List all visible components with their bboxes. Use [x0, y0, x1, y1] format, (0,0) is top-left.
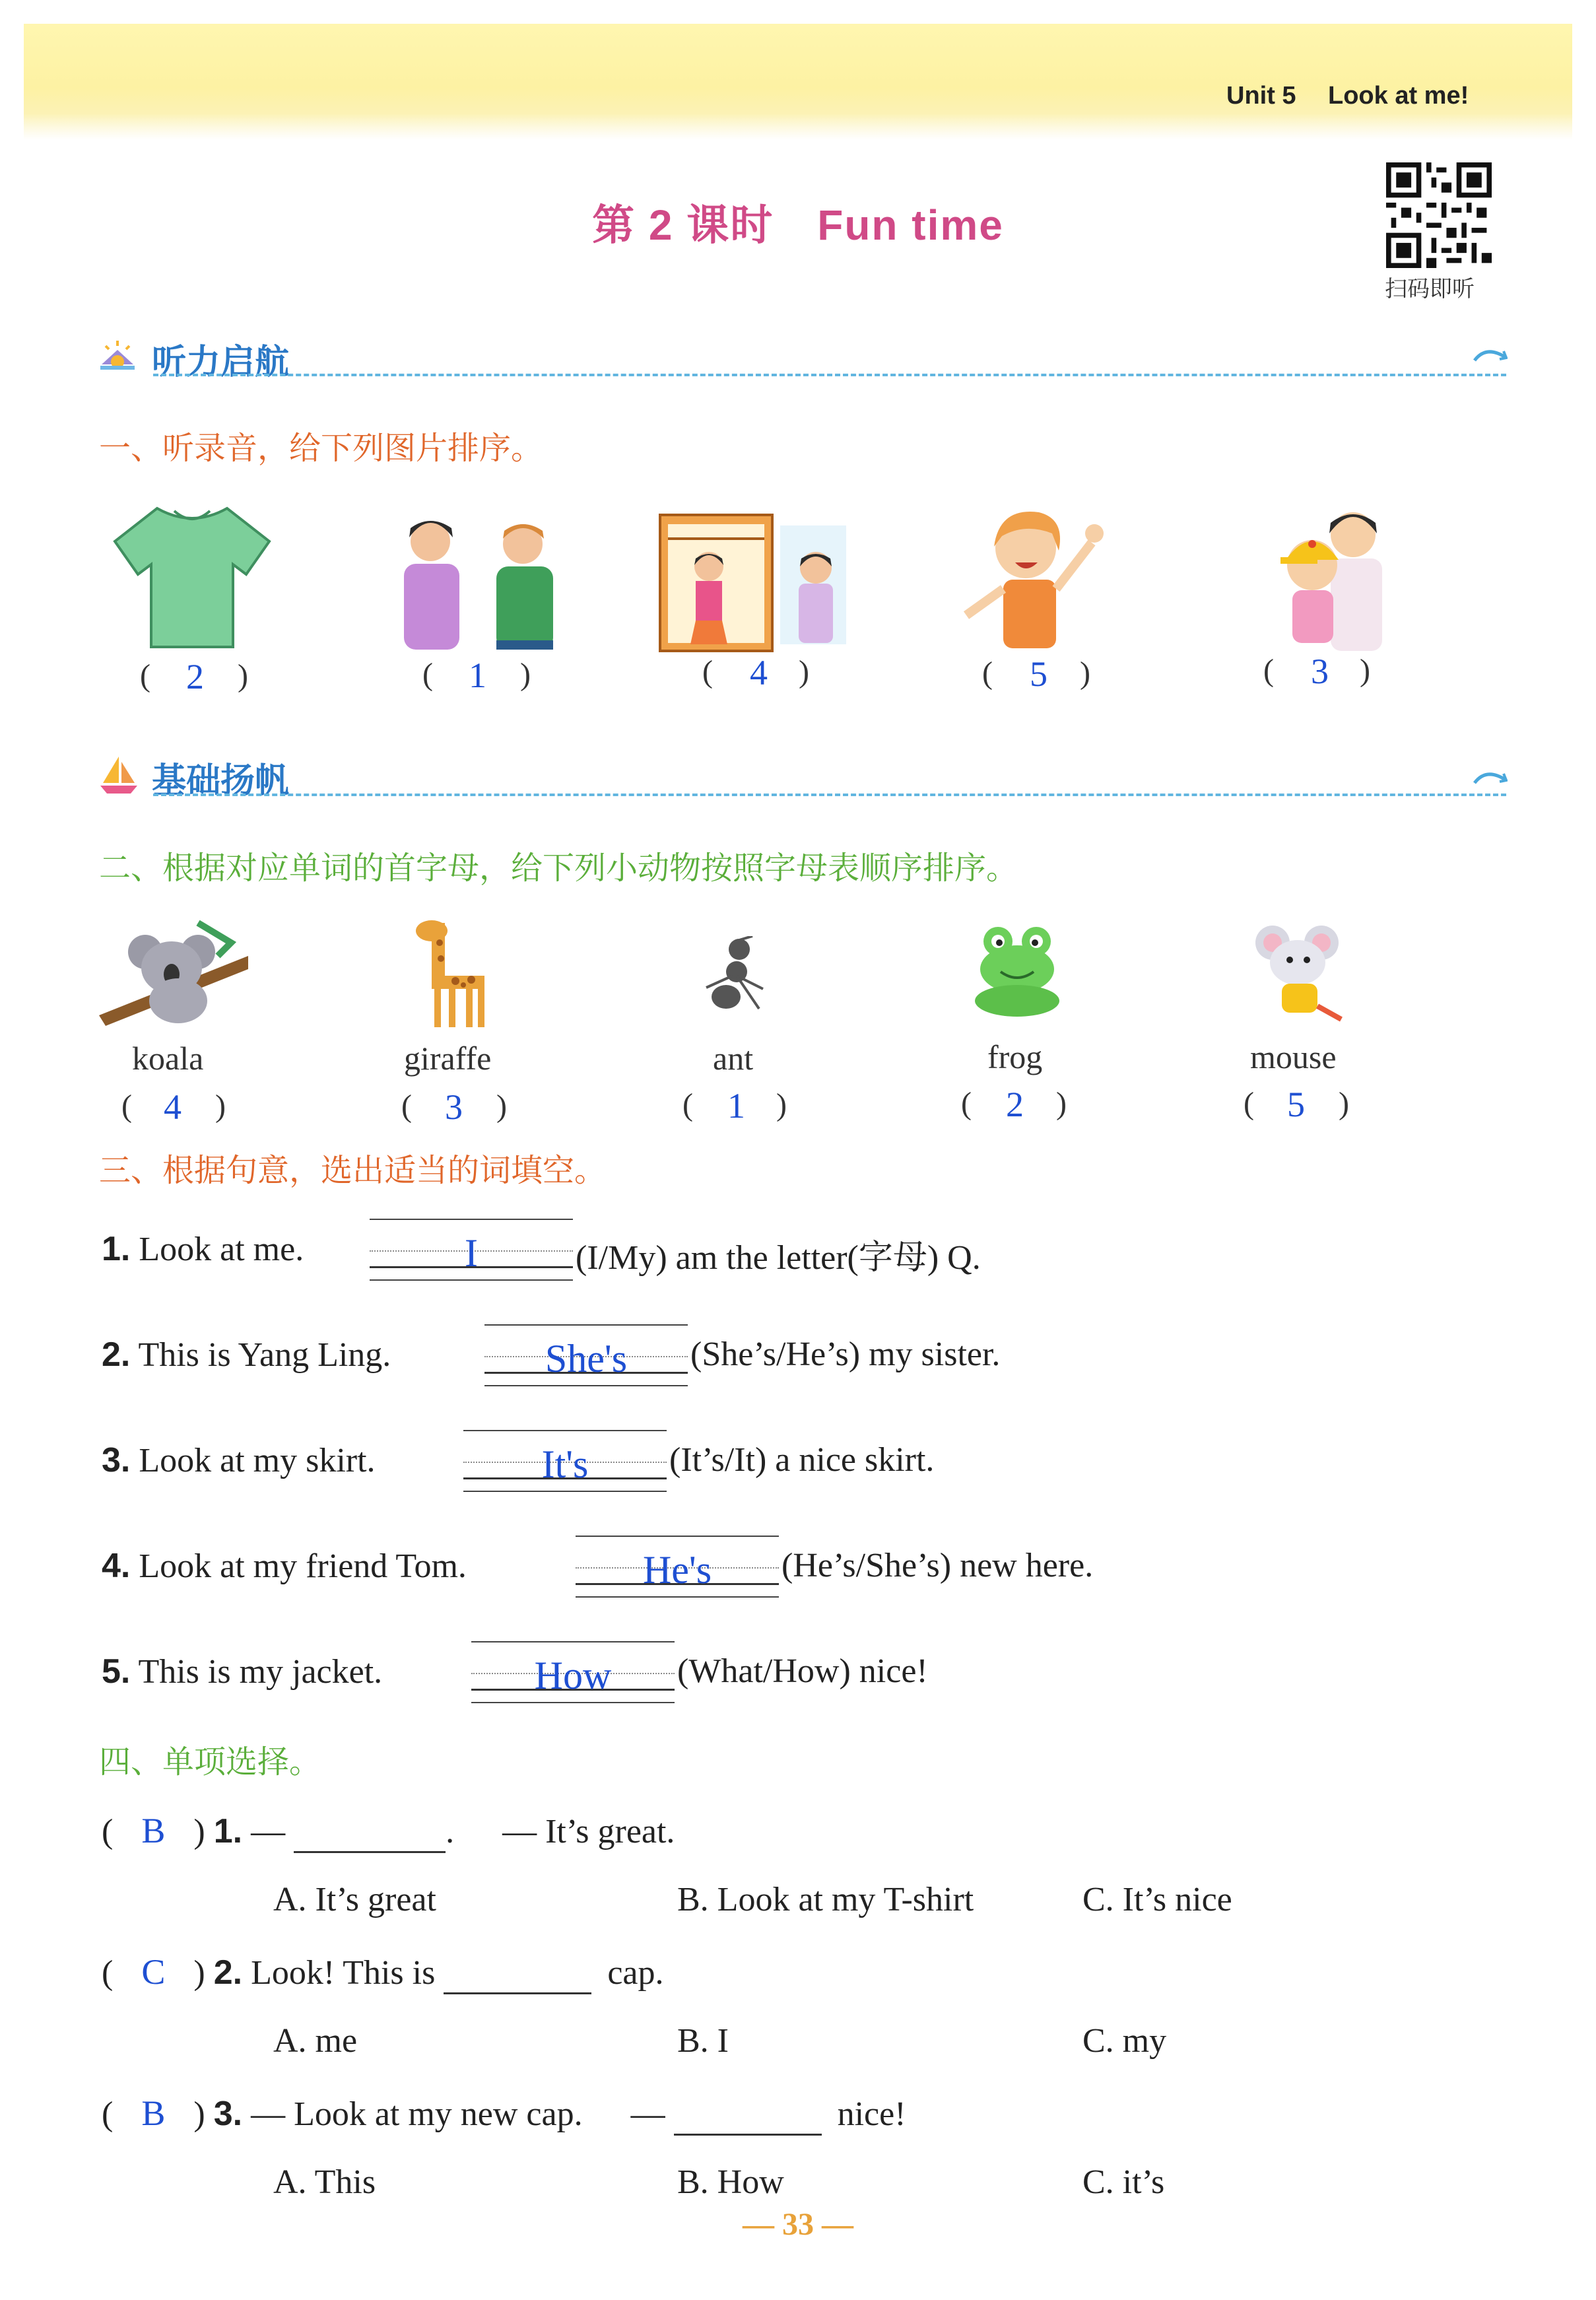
- section-divider: [153, 374, 1506, 376]
- choice-stem-b: cap.: [607, 1954, 664, 1992]
- fill-answer: She's: [545, 1337, 628, 1380]
- choice-option-c[interactable]: C. it’s: [1082, 2163, 1165, 2201]
- fill-item-after: (What/How) nice!: [677, 1652, 928, 1690]
- answer-value-4: 5: [1030, 654, 1047, 694]
- page-number: — 33 —: [743, 2207, 853, 2242]
- answer-paren-2-close: ): [520, 657, 531, 692]
- animal-word-koala: koala: [132, 1040, 204, 1077]
- fill-answer: I: [465, 1231, 478, 1275]
- fill-item: [102, 1546, 467, 1586]
- fill-answer: How: [534, 1654, 612, 1697]
- sun-house-icon: [96, 338, 139, 375]
- section-title-basics: 基础扬帆: [152, 762, 290, 800]
- animal-answer-giraffe: 3: [445, 1087, 463, 1127]
- choice-blank[interactable]: [294, 1812, 446, 1853]
- koala-picture: [99, 916, 248, 1026]
- mouse-picture: [1249, 920, 1349, 1023]
- fill-item-number: 2.: [102, 1336, 131, 1374]
- choice-answer: B: [141, 2093, 166, 2133]
- fill-blank[interactable]: [576, 1536, 779, 1602]
- qr-code-icon[interactable]: [1386, 162, 1492, 268]
- choice-answer: B: [141, 1811, 166, 1850]
- answer-paren-1: (: [140, 658, 150, 693]
- choice-stem-a: Look! This is: [251, 1954, 436, 1992]
- fill-item-after: (It’s/It) a nice skirt.: [669, 1441, 935, 1479]
- fill-blank[interactable]: [484, 1324, 688, 1390]
- two-people-talking-picture: [391, 508, 570, 651]
- fill-answer: He's: [642, 1548, 712, 1592]
- fill-item-number: 4.: [102, 1547, 131, 1585]
- fill-item-before: Look at me.: [139, 1231, 304, 1268]
- qr-caption: 扫码即听: [1385, 277, 1475, 302]
- fill-answer: It's: [541, 1442, 589, 1486]
- wave-icon: [1473, 343, 1508, 363]
- question-3-title: 三、根据句意，选出适当的词填空。: [99, 1153, 607, 1188]
- fill-item-number: 5.: [102, 1652, 131, 1691]
- fill-blank[interactable]: [370, 1219, 573, 1285]
- unit-title: Look at me!: [1328, 82, 1469, 110]
- wardrobe-girl-picture: [657, 512, 854, 654]
- choice-number: 3.: [213, 2095, 243, 2133]
- animal-paren: (: [121, 1089, 132, 1124]
- animal-paren-close: ): [776, 1087, 787, 1122]
- fill-item-after: (She’s/He’s) my sister.: [690, 1336, 1001, 1373]
- choice-paren: (: [102, 1813, 114, 1850]
- t-shirt-picture: [111, 502, 273, 651]
- answer-value-1: 2: [186, 657, 204, 696]
- choice-option-c[interactable]: C. It’s nice: [1082, 1881, 1232, 1918]
- frog-picture: [966, 922, 1068, 1019]
- answer-paren-5-close: ): [1360, 653, 1370, 688]
- giraffe-picture: [405, 916, 503, 1029]
- choice-item: [102, 1951, 664, 1994]
- animal-word-mouse: mouse: [1250, 1038, 1337, 1075]
- question-2-title: 二、根据对应单词的首字母，给下列小动物按照字母表顺序排序。: [99, 851, 1018, 886]
- choice-stem-b: —: [630, 2095, 665, 2133]
- fill-item-after: (He’s/She’s) new here.: [781, 1547, 1094, 1584]
- section-divider: [153, 794, 1506, 796]
- choice-blank[interactable]: [674, 2095, 822, 2136]
- fill-item-number: 1.: [102, 1230, 131, 1268]
- animal-paren: (: [401, 1089, 412, 1124]
- sailboat-icon: [99, 754, 139, 795]
- animal-paren-close: ): [1056, 1086, 1067, 1121]
- choice-option-a[interactable]: A. This: [273, 2163, 376, 2201]
- unit-label: Unit 5: [1226, 82, 1296, 110]
- choice-stem-a: —: [251, 1813, 286, 1850]
- animal-paren-close: ): [215, 1089, 226, 1124]
- choice-option-a[interactable]: A. It’s great: [273, 1881, 436, 1918]
- animal-paren: (: [682, 1087, 693, 1122]
- animal-answer-mouse: 5: [1287, 1085, 1305, 1124]
- choice-paren-close: ): [193, 1954, 205, 1992]
- choice-option-b[interactable]: B. How: [677, 2163, 784, 2201]
- animal-answer-ant: 1: [727, 1086, 745, 1126]
- fill-item-number: 3.: [102, 1441, 131, 1479]
- answer-value-5: 3: [1311, 652, 1329, 691]
- answer-paren-4-close: ): [1080, 656, 1090, 691]
- choice-stem-c: — It’s great.: [502, 1813, 675, 1850]
- fill-item-before: This is my jacket.: [138, 1653, 383, 1691]
- section-title-listening: 听力启航: [152, 344, 290, 382]
- fill-item: [102, 1229, 304, 1269]
- choice-number: 1.: [213, 1812, 243, 1850]
- choice-answer: C: [141, 1952, 166, 1992]
- fill-item-before: This is Yang Ling.: [138, 1336, 391, 1374]
- choice-option-b[interactable]: B. I: [677, 2022, 729, 2060]
- mother-daughter-cap-picture: [1261, 496, 1397, 651]
- answer-paren-3-close: ): [799, 654, 809, 689]
- choice-number: 2.: [213, 1953, 243, 1992]
- ant-picture: [700, 936, 770, 1018]
- animal-word-frog: frog: [987, 1038, 1043, 1075]
- fill-item: [102, 1440, 376, 1480]
- animal-paren: (: [961, 1086, 972, 1121]
- fill-blank[interactable]: [471, 1641, 675, 1707]
- fill-item: [102, 1652, 382, 1691]
- answer-paren-2: (: [422, 657, 433, 692]
- choice-option-a[interactable]: A. me: [273, 2022, 358, 2060]
- question-1-title: 一、听录音，给下列图片排序。: [99, 431, 543, 466]
- fill-blank[interactable]: [463, 1430, 667, 1496]
- answer-paren-5: (: [1263, 653, 1274, 688]
- answer-paren-1-close: ): [238, 658, 248, 693]
- animal-paren-close: ): [496, 1089, 507, 1124]
- animal-paren-close: ): [1339, 1086, 1349, 1121]
- choice-stem-c: nice!: [837, 2095, 906, 2133]
- waving-girl-picture: [960, 496, 1108, 652]
- choice-stem-a: — Look at my new cap.: [251, 2095, 583, 2133]
- fill-item-before: Look at my skirt.: [139, 1442, 376, 1479]
- choice-option-c[interactable]: C. my: [1082, 2022, 1167, 2060]
- choice-paren: (: [102, 1954, 114, 1992]
- fill-item: [102, 1335, 391, 1374]
- choice-item: [102, 2093, 906, 2136]
- answer-paren-4: (: [982, 656, 993, 691]
- wave-icon: [1473, 766, 1508, 786]
- choice-paren-close: ): [193, 1813, 205, 1850]
- fill-item-after: (I/My) am the letter(字母) Q.: [576, 1239, 981, 1277]
- choice-blank[interactable]: [444, 1953, 591, 1994]
- choice-stem-b: .: [446, 1813, 455, 1850]
- animal-answer-frog: 2: [1006, 1085, 1024, 1124]
- choice-paren-close: ): [193, 2095, 205, 2133]
- animal-answer-koala: 4: [164, 1087, 182, 1127]
- answer-value-2: 1: [469, 656, 486, 695]
- lesson-title: 第 2 课时 Fun time: [592, 201, 1004, 249]
- question-4-title: 四、单项选择。: [99, 1745, 321, 1780]
- animal-paren: (: [1244, 1086, 1254, 1121]
- choice-item: [102, 1810, 675, 1853]
- answer-paren-3: (: [702, 654, 713, 689]
- choice-paren: (: [102, 2095, 114, 2133]
- fill-item-before: Look at my friend Tom.: [139, 1547, 467, 1585]
- animal-word-ant: ant: [713, 1040, 754, 1077]
- animal-word-giraffe: giraffe: [404, 1040, 492, 1077]
- choice-option-b[interactable]: B. Look at my T-shirt: [677, 1881, 974, 1918]
- answer-value-3: 4: [750, 653, 768, 693]
